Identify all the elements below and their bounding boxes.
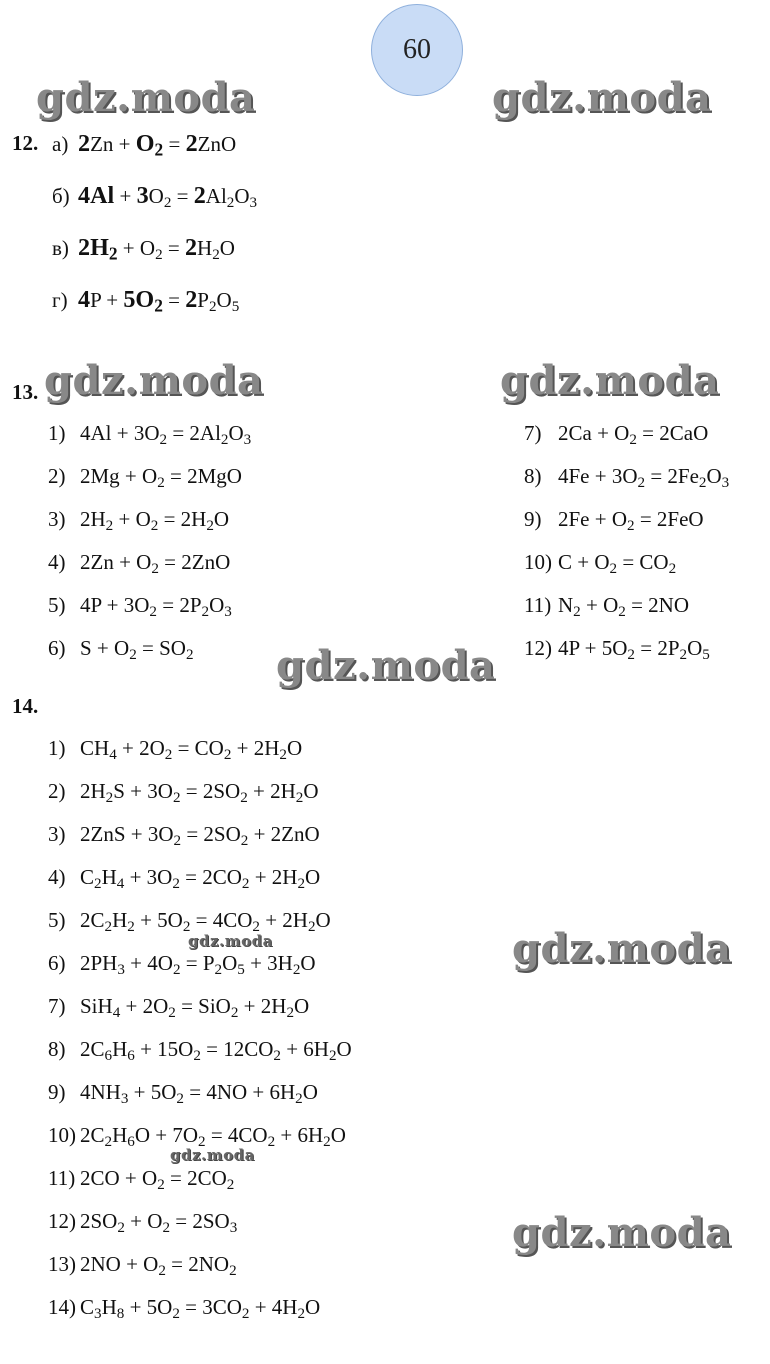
equation: $4P + 5O_2 = 2P_2O_5$ [78,286,240,316]
equation-row [48,822,320,849]
equation: $4Fe + 3O_2 = 2Fe_2O_3$ [558,464,730,491]
equation: $CH_4 + 2O_2 = CO_2 + 2H_2O$ [80,736,303,763]
equation-row [48,550,231,577]
equation: $4P + 3O_2 = 2P_2O_3$ [80,593,232,620]
equation-row [48,994,310,1021]
page-number: 60 [403,34,431,65]
equation-row [52,182,258,211]
equation-label: 6) [48,636,66,660]
equation-row [48,908,331,935]
watermark: gdz.moda [44,357,264,404]
equation-row [48,1080,318,1107]
equation: $C_3H_8 + 5O_2 = 3CO_2 + 4H_2O$ [80,1295,321,1322]
equation-row [48,1123,346,1150]
equation: $4P + 5O_2 = 2P_2O_5$ [558,636,710,663]
equation-row [48,1037,352,1064]
equation-label: 6) [48,951,66,975]
equation-row [48,1166,235,1193]
equation-label: 10) [524,550,552,574]
equation-label: 7) [48,994,66,1018]
equation-row [48,951,316,978]
equation: $2Mg + O_2 = 2MgO$ [80,464,242,491]
equation-row [524,593,689,620]
equation-row [524,464,730,491]
equation: $2Zn + O_2 = 2ZnO$ [78,130,237,160]
equation: $2H_2 + O_2 = 2H_2O$ [78,234,235,264]
equation: $2C_6H_6 + 15O_2 = 12CO_2 + 6H_2O$ [80,1037,352,1064]
equation-row [48,779,319,806]
equation-label: 7) [524,421,542,445]
equation: $2NO + O_2 = 2NO_2$ [80,1252,237,1279]
equation-row [48,507,230,534]
equation-label: 8) [524,464,542,488]
watermark: gdz.moda [276,642,496,689]
watermark: gdz.moda [512,925,732,972]
equation: $2CO + O_2 = 2CO_2$ [80,1166,235,1193]
equation-label: 10) [48,1123,76,1147]
equation-label: б) [52,184,70,208]
equation: $4NH_3 + 5O_2 = 4NO + 6H_2O$ [80,1080,318,1107]
equation-row [48,865,321,892]
equation-row [48,1295,321,1322]
watermark: gdz.moda [188,932,273,950]
watermark: gdz.moda [170,1146,255,1164]
equation-row [524,636,710,663]
equation: $2Fe + O_2 = 2FeO$ [558,507,704,534]
equation-label: 9) [48,1080,66,1104]
equation-label: 8) [48,1037,66,1061]
equation-row [48,421,252,448]
task-13-number: 13. [12,380,39,404]
task-14-number: 14. [12,694,39,718]
equation-row [52,234,235,264]
equation-label: 4) [48,865,66,889]
equation-label: г) [52,288,68,312]
task-12-number: 12. [12,131,39,155]
equation: $4Al + 3O_2 = 2Al_2O_3$ [80,421,252,448]
equation-row [524,421,709,448]
equation: $2ZnS + 3O_2 = 2SO_2 + 2ZnO$ [80,822,320,849]
equation-label: 3) [48,822,66,846]
watermark: gdz.moda [512,1209,732,1256]
watermark: gdz.moda [492,74,712,121]
equation-row [48,1252,237,1279]
equation-label: 1) [48,736,66,760]
equation-row [52,130,237,160]
equation: $4Al + 3O_2 = 2Al_2O_3$ [78,182,258,211]
equation-label: а) [52,132,69,156]
equation-label: 13) [48,1252,76,1276]
equation: $2Zn + O_2 = 2ZnO$ [80,550,231,577]
page-number-badge [371,4,463,96]
equation-label: 3) [48,507,66,531]
equation-row [48,1209,238,1236]
equation: $2SO_2 + O_2 = 2SO_3$ [80,1209,238,1236]
equation: $2PH_3 + 4O_2 = P_2O_5 + 3H_2O$ [80,951,316,978]
equation-label: 5) [48,908,66,932]
equation-label: 11) [524,593,552,617]
equation-label: 5) [48,593,66,617]
equation-label: 2) [48,464,66,488]
equation: $2H_2S + 3O_2 = 2SO_2 + 2H_2O$ [80,779,319,806]
equation: $SiH_4 + 2O_2 = SiO_2 + 2H_2O$ [80,994,310,1021]
equation-row [48,593,232,620]
equation-row [524,550,677,577]
equation-label: в) [52,236,69,260]
equation-label: 4) [48,550,66,574]
equation-row [48,736,303,763]
equation: $S + O_2 = SO_2$ [80,636,194,663]
equation-row [48,636,194,663]
equation: $C + O_2 = CO_2$ [558,550,677,577]
equation: $C_2H_4 + 3O_2 = 2CO_2 + 2H_2O$ [80,865,321,892]
equation-label: 14) [48,1295,76,1319]
equation-label: 2) [48,779,66,803]
equation-label: 12) [48,1209,76,1233]
equation-label: 9) [524,507,542,531]
equation: $2Ca + O_2 = 2CaO$ [558,421,709,448]
equation: $2C_2H_2 + 5O_2 = 4CO_2 + 2H_2O$ [80,908,331,935]
equation: $N_2 + O_2 = 2NO$ [558,593,689,620]
equation: $2H_2 + O_2 = 2H_2O$ [80,507,230,534]
equation-row [48,464,242,491]
equation-label: 11) [48,1166,76,1190]
equation-label: 12) [524,636,552,660]
equation-label: 1) [48,421,66,445]
equation: $2C_2H_6O + 7O_2 = 4CO_2 + 6H_2O$ [80,1123,346,1150]
equation-row [524,507,704,534]
equation-row [52,286,240,316]
watermark: gdz.moda [500,357,720,404]
watermark: gdz.moda [36,74,256,121]
